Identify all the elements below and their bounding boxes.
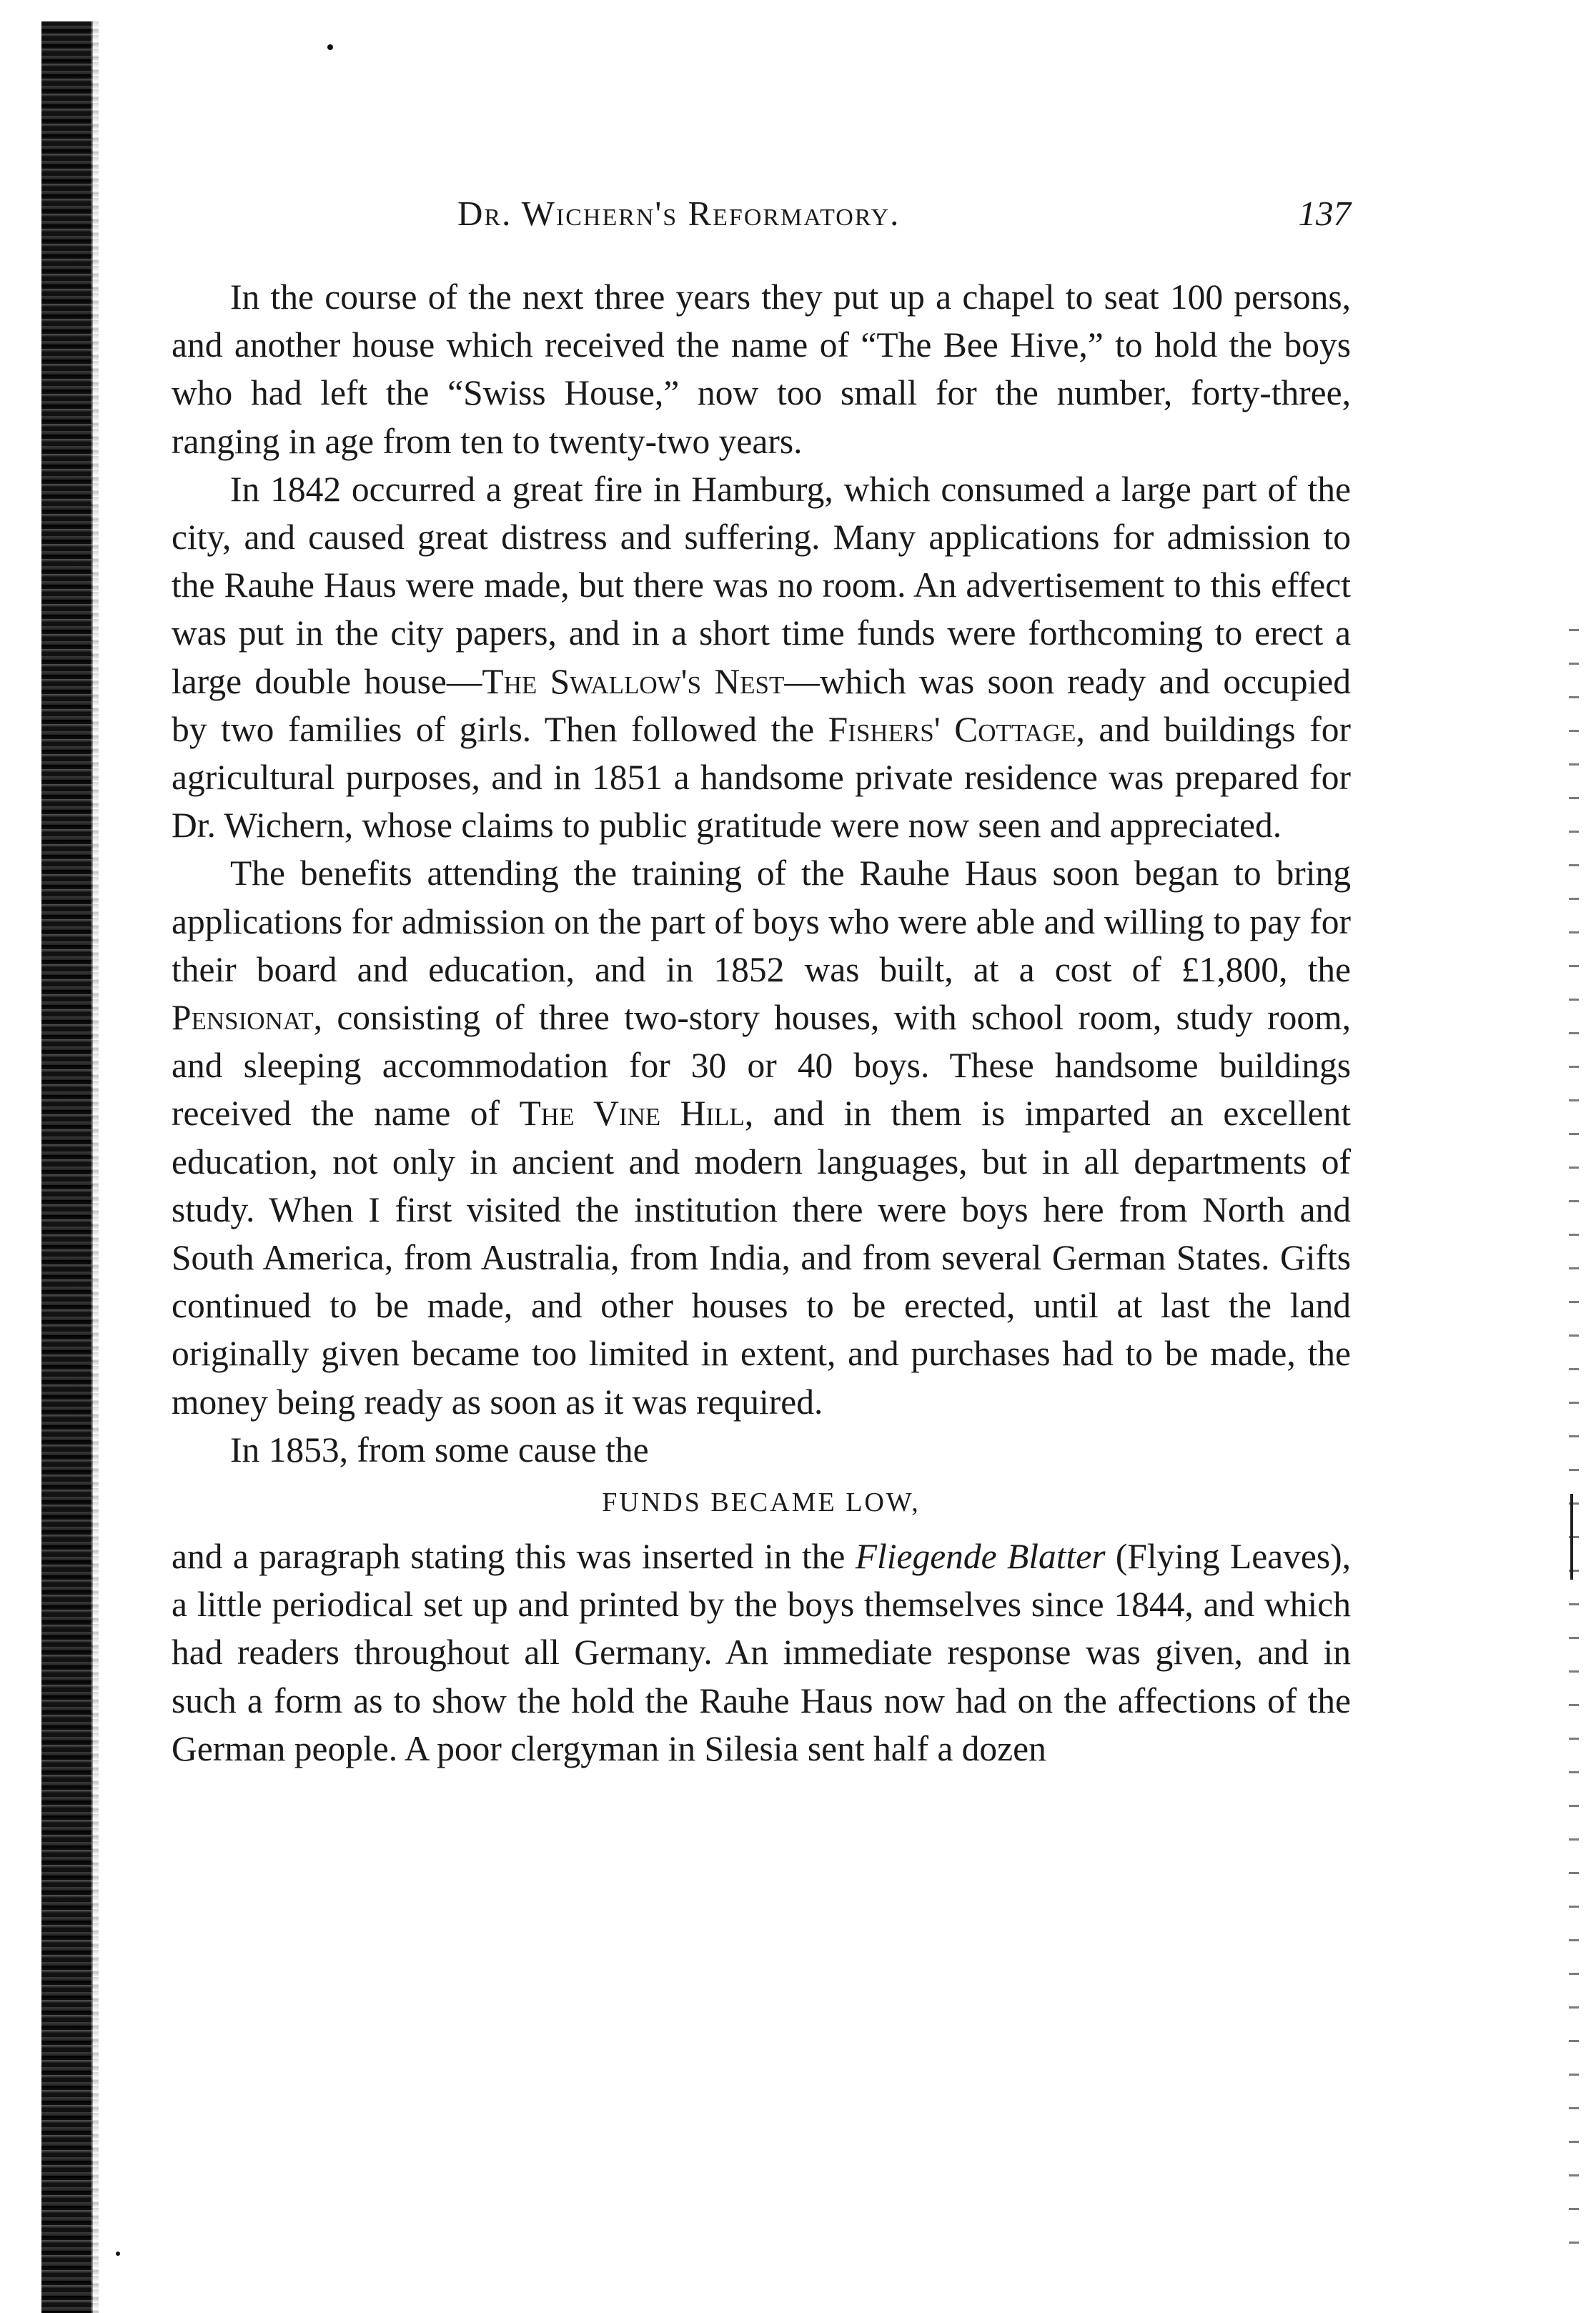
paragraph-3-text-c: , and in them is imparted an excellent education, not only in ancient and modern languages, but in all departments of study. When I first visited the institution there were boys here from North and South America, from Australia, from India, and from several German States. Gifts continued to be made, and other houses to be erected, until at last the land originally given became too limited in extent, and purchases had to be made, the money being ready as soon as it was required. [172,1094,1351,1422]
pensionat-name: Pensionat [172,998,314,1038]
right-margin-specks [1569,629,1579,2273]
page-body [172,273,1351,1773]
paragraph-2-text-b: —which was soon ready and occupied by two families of girls. Then followed the [172,661,1352,749]
fishers-cottage-name: Fishers' Cottage [828,709,1076,749]
paragraph-4: In 1853, from some cause the [230,1430,649,1470]
section-heading: FUNDS BECAME LOW, [602,1487,921,1518]
book-spine-shadow [41,21,93,2313]
swallows-nest-name: The Swallow's Nest [482,661,785,701]
paragraph-2-text-c: , and buildings for agricultural purposes, and in 1851 a handsome private residence was prepared for Dr. Wichern, whose claims to public gratitude were now seen and appreciated. [172,709,1351,846]
paragraph-1: In the course of the next three years they put up a chapel to seat 100 persons, and another house which received the name of “The Bee Hive,” to hold the boys who had left the “Swiss House,” now too small for the number, forty-three, ranging in age from ten to twenty-two years. [172,277,1351,461]
gutter-edge [91,21,99,2313]
page-number: 137 [1298,194,1351,233]
running-head-title: Dr. Wichern's Reformatory. [457,194,901,233]
paragraph-2-text-a: In 1842 occurred a great fire in Hamburg, which consumed a large part of the city, and caused great distress and suffering. Many applications for admission to the Rauhe Haus were made, but there was no room. An advertisement to this effect was put in the city papers, and in a short time funds were forthcoming to erect a large double house— [172,469,1351,701]
vine-hill-name: The Vine Hill [519,1094,745,1134]
paragraph-3-text-a: The benefits attending the training of the Rauhe Haus soon began to bring applications for admission on the part of boys who were able and willing to pay for their board and education, and in 1852 was built, at a cost of £1,800, the [172,853,1351,989]
paragraph-5-text-b: (Flying Leaves), a little periodical set up and printed by the boys themselves since 1844, and which had readers throughout all Germany. An immediate response was given, and in such a form as to show the hold the Rauhe Haus now had on the affections of the German people. A poor clergyman in Silesia sent half a dozen [172,1537,1351,1768]
paragraph-3 [172,849,1351,1425]
running-head [172,187,1351,244]
paragraph-2 [172,465,1351,850]
ink-speck [327,44,333,50]
right-margin-mark [1570,1494,1573,1580]
paragraph-3-text-b: , consisting of three two-story houses, with school room, study room, and sleeping accommodation for 30 or 40 boys. These handsome buildings received the name of [172,998,1351,1134]
periodical-title: Fliegende Blatter [855,1537,1106,1577]
paragraph-5-text-a: and a paragraph stating this was inserted in the [172,1537,856,1577]
ink-speck [116,2252,120,2256]
paragraph-5 [172,1532,1351,1773]
